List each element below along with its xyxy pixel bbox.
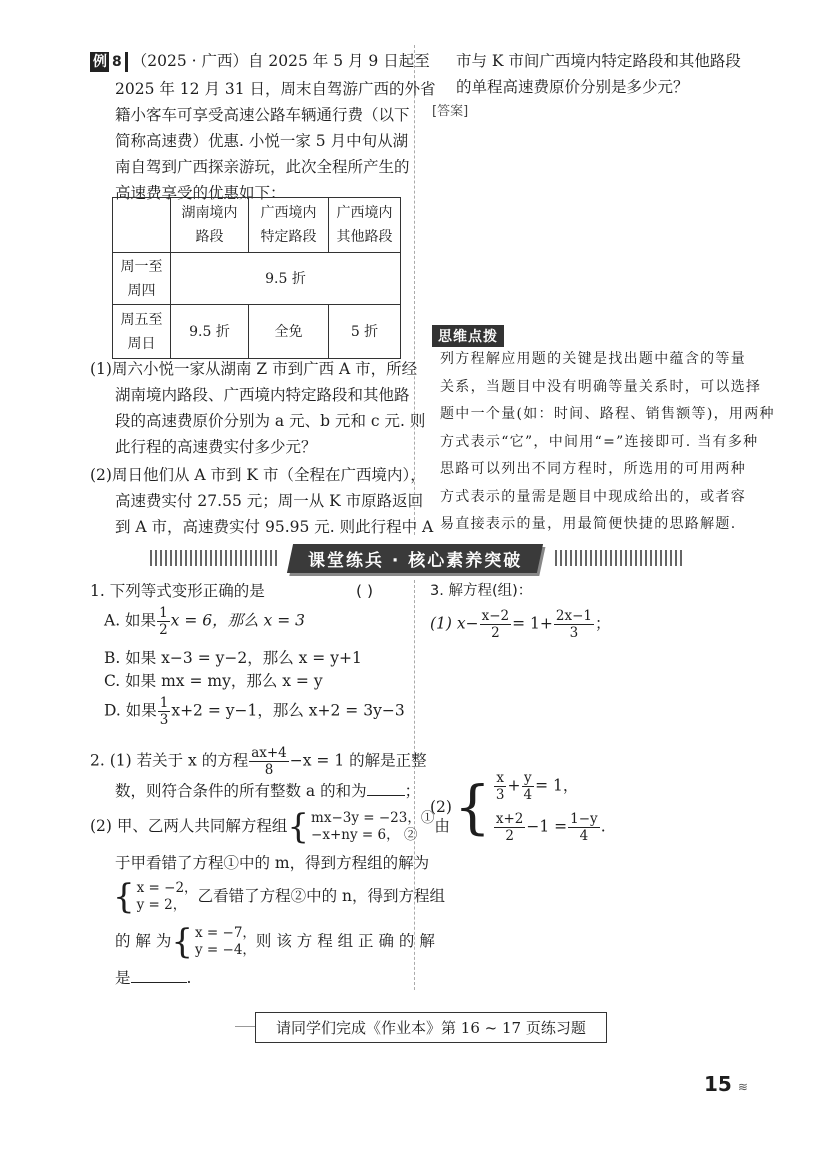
fraction: $\frac{1-y}{4}$ bbox=[570, 811, 598, 844]
p3-title: 3. 解方程(组)： bbox=[430, 583, 533, 599]
fraction: $\frac{x+2}{2}$ bbox=[495, 811, 524, 844]
table-header-gx-special: 广西境内 特定路段 bbox=[249, 198, 329, 253]
p2-part1-line2: 数，则符合条件的所有整数 a 的和为 ； bbox=[115, 778, 420, 804]
p3-eq2-row1: $\frac{x}{3}$ + $\frac{y}{4}$ = 1， bbox=[495, 770, 579, 803]
p1-stem: 1. 下列等式变形正确的是 bbox=[90, 582, 265, 600]
p2-part2-line5: 是 . bbox=[115, 965, 191, 991]
q2-cont-line-1: 市与 K 市间广西境内特定路段和其他路段 bbox=[456, 52, 741, 70]
tip-line: 易直接表示的量，用最简便快捷的思路解题. bbox=[440, 516, 737, 532]
p2-part2-line1: (2) 甲、乙两人共同解方程组 { mx−3y = −23，① −x+ny = 6， ② 由 bbox=[90, 807, 450, 847]
table-cell-weekend-hunan: 9.5 折 bbox=[171, 305, 249, 359]
p1-option-a: A. 如果 $\frac{1}{2}$ x = 6，那么 x = 3 bbox=[104, 605, 305, 638]
solution-system: { x = −7， y = −4， bbox=[171, 922, 256, 962]
answer-blank[interactable] bbox=[131, 966, 187, 983]
example-line-4: 简称高速费）优惠. 小悦一家 5 月中旬从湖 bbox=[115, 132, 409, 150]
table-cell-weekend-other: 5 折 bbox=[329, 305, 401, 359]
banner-stripes-right bbox=[555, 550, 685, 566]
p2-part2-line4: 的 解 为 { x = −7， y = −4， 则 该 方 程 组 正 确 的 解 bbox=[115, 922, 435, 962]
solution-system: { x = −2， y = 2， bbox=[113, 877, 198, 917]
table-header-hunan: 湖南境内 路段 bbox=[171, 198, 249, 253]
banner-stripes-left bbox=[150, 550, 280, 566]
q2-line-2: 高速费实付 27.55 元；周一从 K 市原路返回 bbox=[115, 492, 424, 510]
example-line-1: 例 8 （2025 · 广西）自 2025 年 5 月 9 日起至 bbox=[90, 48, 430, 74]
tip-line: 方式表示“它”，中间用“=”连接即可. 当有多种 bbox=[440, 433, 759, 450]
table-cell-weekday-discount: 9.5 折 bbox=[171, 253, 401, 305]
example-tag: 例 8 bbox=[90, 52, 128, 72]
example-line-3: 籍小客车可享受高速公路车辆通行费（以下 bbox=[115, 106, 410, 124]
page-number: 15 ≋ bbox=[704, 1072, 748, 1096]
fraction: $\frac{y}{4}$ bbox=[523, 770, 533, 803]
brace: { bbox=[453, 773, 491, 841]
p1-option-d: D. 如果 $\frac{1}{3}$ x+2 = y−1，那么 x+2 = 3y−3 bbox=[104, 695, 405, 728]
p3-eq2-row2: $\frac{x+2}{2}$ −1 = $\frac{1-y}{4}$ . bbox=[495, 811, 606, 844]
p2-part2-line3: { x = −2， y = 2， 乙看错了方程②中的 n，得到方程组 bbox=[113, 877, 445, 917]
tip-body bbox=[440, 346, 775, 539]
fraction: $\frac{ax+4}{8}$ bbox=[251, 745, 287, 778]
p1-option-c: C. 如果 mx = my，那么 x = y bbox=[104, 672, 323, 690]
q1-line-4: 此行程的高速费实付多少元？ bbox=[115, 438, 317, 456]
p2-part2-line2: 于甲看错了方程①中的 m，得到方程组的解为 bbox=[115, 854, 430, 872]
q2-line-3: 到 A 市，高速费实付 95.95 元. 则此行程中 A bbox=[115, 518, 434, 536]
fraction: $\frac{x-2}{2}$ bbox=[481, 608, 510, 641]
fraction: $\frac{x}{3}$ bbox=[495, 770, 505, 803]
tip-line: 思路可以列出不同方程时，所选用的可用两种 bbox=[440, 461, 746, 477]
tip-title: 思维点拨 bbox=[432, 325, 504, 347]
section-banner: 课堂练兵 · 核心素养突破 bbox=[287, 544, 543, 573]
p3-eq1: (1) x− $\frac{x-2}{2}$ = 1+ $\frac{2x-1}{3}$ ； bbox=[430, 608, 611, 641]
example-line-2: 2025 年 12 月 31 日，周末自驾游广西的外省 bbox=[115, 80, 436, 98]
p2-part1-line1: 2. (1) 若关于 x 的方程 $\frac{ax+4}{8}$ −x = 1 的解是正整 bbox=[90, 745, 427, 778]
discount-table bbox=[112, 197, 401, 359]
example-line-6: 高速费享受的优惠如下： bbox=[115, 184, 286, 202]
tip-line: 列方程解应用题的关键是找出题中蕴含的等量 bbox=[440, 351, 746, 367]
fraction: $\frac{1}{2}$ bbox=[159, 605, 168, 638]
tip-line: 关系，当题目中没有明确等量关系时，可以选择 bbox=[440, 378, 762, 395]
q2-line-1: (2)周日他们从 A 市到 K 市（全程在广西境内）， bbox=[90, 466, 426, 484]
answer-label: [答案] bbox=[432, 104, 469, 119]
q1-line-1: (1)周六小悦一家从湖南 Z 市到广西 A 市，所经 bbox=[90, 360, 418, 378]
tip-line: 方式表示的量需是题目中现成给出的，或者容 bbox=[440, 488, 746, 505]
table-row-label-weekday: 周一至 周四 bbox=[113, 253, 171, 305]
example-line-5: 南自驾到广西探亲游玩，此次全程所产生的 bbox=[115, 158, 410, 176]
q1-line-3: 段的高速费原价分别为 a 元、b 元和 c 元. 则 bbox=[115, 412, 426, 430]
equation-system: { mx−3y = −23，① −x+ny = 6， ② bbox=[287, 807, 435, 847]
table-row-label-weekend: 周五至 周日 bbox=[113, 305, 171, 359]
p1-option-b: B. 如果 x−3 = y−2，那么 x = y+1 bbox=[104, 649, 362, 667]
table-cell-weekend-special: 全免 bbox=[249, 305, 329, 359]
p3-eq2: (2) { $\frac{x}{3}$ + $\frac{y}{4}$ = 1， $\frac{x+2}{2}$ −1 = $\frac{1-y}{4}$ . bbox=[430, 770, 606, 844]
fraction: $\frac{1}{3}$ bbox=[159, 695, 169, 728]
q1-line-2: 湖南境内路段、广西境内特定路段和其他路 bbox=[115, 386, 410, 404]
tip-line: 题中一个量(如：时间、路程、销售额等)，用两种 bbox=[440, 406, 775, 422]
q2-cont-line-2: 的单程高速费原价分别是多少元？ bbox=[456, 78, 689, 96]
table-header-gx-other: 广西境内 其他路段 bbox=[329, 198, 401, 253]
homework-note: 请同学们完成《作业本》第 16 ~ 17 页练习题 bbox=[255, 1012, 607, 1043]
answer-blank[interactable] bbox=[367, 779, 405, 796]
table-corner bbox=[113, 198, 171, 253]
p1-answer-paren[interactable]: ( ) bbox=[356, 582, 374, 600]
fraction: $\frac{2x-1}{3}$ bbox=[555, 608, 593, 641]
